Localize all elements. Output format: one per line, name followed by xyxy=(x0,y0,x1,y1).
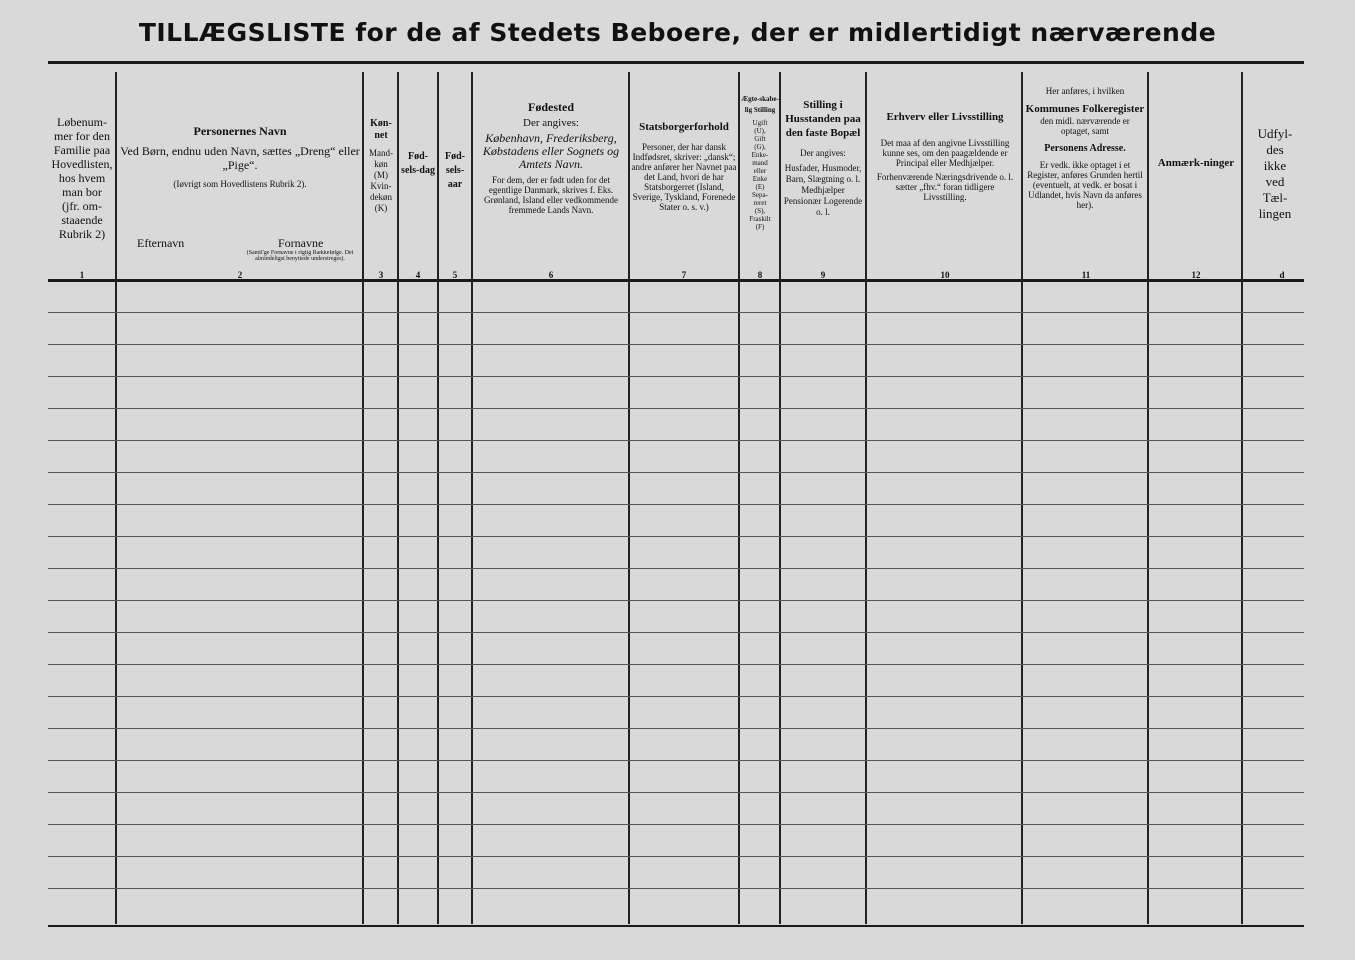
col-number: 9 xyxy=(820,270,826,280)
row-line xyxy=(48,696,1304,697)
column-divider xyxy=(865,72,867,924)
bottom-rule xyxy=(48,925,1304,927)
form-title: TILLÆGSLISTE for de af Stedets Beboere, der er midlertidigt nærværende xyxy=(138,18,1217,47)
col-number: d xyxy=(1279,270,1285,280)
row-line xyxy=(48,888,1304,889)
row-line xyxy=(48,312,1304,313)
row-line xyxy=(48,440,1304,441)
col5-header: Fød-sels-aar xyxy=(445,151,465,190)
col4-header: Fød-sels-dag xyxy=(401,151,435,176)
col-number: 8 xyxy=(757,270,763,280)
col-number: 10 xyxy=(940,270,950,280)
col-number: 4 xyxy=(415,270,421,280)
col2-sub-efternavn: Efternavn xyxy=(137,236,185,250)
col-number: 11 xyxy=(1081,270,1091,280)
col1-header: Løbenum- mer for den Familie paa Hovedlisten, hos hvem man bor (jfr. om- staaende Rubrik 2) xyxy=(51,115,113,241)
col12-header: Anmærk-ninger xyxy=(1157,157,1235,169)
column-divider xyxy=(471,72,473,924)
col11-header: Her anføres, i hvilken Kommunes Folkeregister den midl. nærværende er optaget, samt Personens Adresse. Er vedk. ikke optaget i et Register, anføres Grunden hertil (eventuelt, at vedk. er bosat i Udlandet, hvis Navn da anføres her). xyxy=(1025,86,1145,210)
row-line xyxy=(48,728,1304,729)
column-divider xyxy=(362,72,364,924)
row-line xyxy=(48,376,1304,377)
col2-sub-fornavne: Fornavne xyxy=(278,236,324,250)
col-d-header: Udfyl- des ikke ved Tæl- lingen xyxy=(1257,126,1293,221)
row-line xyxy=(48,760,1304,761)
col6-header: Fødested Der angives: København, Frederiksberg, Købstadens eller Sognets og Amtets Navn. For dem, der er født uden for det egentlige Danmark, skrives f. Eks. Grønland, Island eller vedkommende fremmede Lands Navn. xyxy=(482,100,620,215)
col-number: 3 xyxy=(378,270,384,280)
column-divider xyxy=(115,72,117,924)
col10-header: Erhverv eller Livsstilling Det maa af den angivne Livsstilling kunne ses, om den paagældende er Principal eller Medhjælper. Forhenværende Næringsdrivende o. l. sætter „fhv.“ foran tidligere Livsstilling. xyxy=(876,111,1014,202)
col3-header: Køn-net Mand- køn (M) Kvin- dekøn (K) xyxy=(369,118,393,213)
col-number: 12 xyxy=(1191,270,1201,280)
row-line xyxy=(48,632,1304,633)
row-line xyxy=(48,472,1304,473)
row-line xyxy=(48,408,1304,409)
row-line xyxy=(48,792,1304,793)
col9-header: Stilling i Husstanden paa den faste Bopæl Der angives: Husfader, Husmoder, Barn, Slægtning o. l. Medhjælper Pensionær Logerende o. l. xyxy=(783,99,863,217)
column-divider xyxy=(1147,72,1149,924)
col8-header: Ægte-skabe-lig Stilling Ugift (U), Gift (G), Enke- mand eller Enke (E) Sepa- reret (S), Fraskilt (F) xyxy=(741,95,779,231)
col-number: 6 xyxy=(548,270,554,280)
row-line xyxy=(48,568,1304,569)
row-line xyxy=(48,536,1304,537)
row-line xyxy=(48,600,1304,601)
row-line xyxy=(48,664,1304,665)
col-number: 5 xyxy=(452,270,458,280)
row-line xyxy=(48,344,1304,345)
top-rule xyxy=(48,61,1304,64)
col-number: 1 xyxy=(79,270,85,280)
column-divider xyxy=(628,72,630,924)
row-line xyxy=(48,824,1304,825)
col2-header: Personernes Navn Ved Børn, endnu uden Navn, sættes „Dreng“ eller „Pige“. (Iøvrigt som Hovedlistens Rubrik 2). xyxy=(120,124,360,189)
column-divider xyxy=(397,72,399,924)
col-number: 7 xyxy=(681,270,687,280)
column-divider xyxy=(1021,72,1023,924)
row-line xyxy=(48,504,1304,505)
column-divider xyxy=(437,72,439,924)
col-number: 2 xyxy=(237,270,243,280)
column-divider xyxy=(1241,72,1243,924)
col7-header: Statsborgerforhold Personer, der har dansk Indfødsret, skriver: „dansk“; andre anfører her Navnet paa det Land, hvori de har Statsborgerret (Island, Sverige, Tyskland, Forenede Stater o. s. v.) xyxy=(631,121,737,212)
row-line xyxy=(48,856,1304,857)
col2-sub-note: (Samtl'ge Fornavne i rigtig Rækkefølge. Det almindeligst benyttede understreges). xyxy=(246,250,354,262)
column-divider xyxy=(779,72,781,924)
column-divider xyxy=(738,72,740,924)
